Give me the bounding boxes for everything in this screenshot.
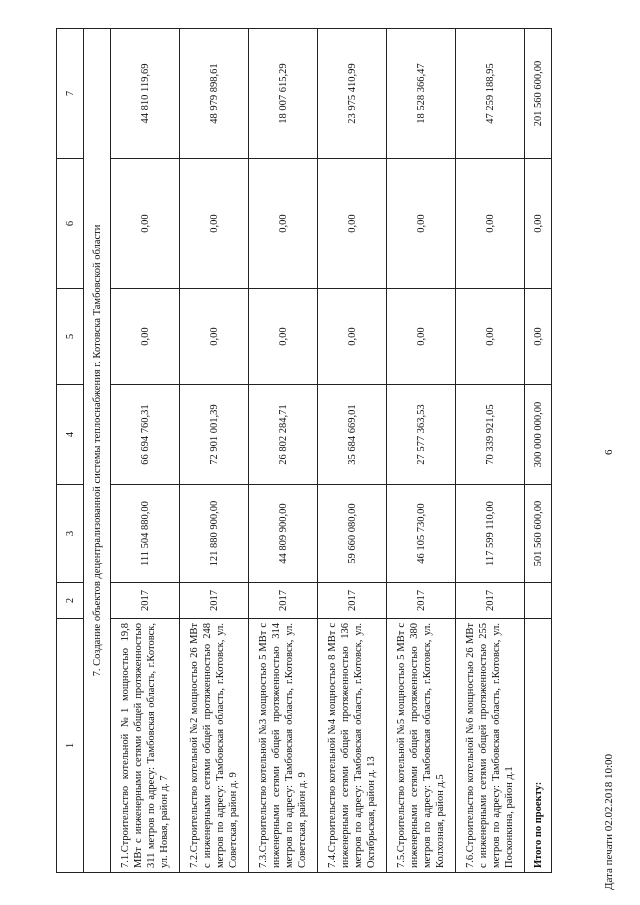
value-cell: 0,00 xyxy=(111,289,180,385)
value-cell: 117 599 110,00 xyxy=(456,485,525,583)
value-cell: 0,00 xyxy=(180,289,249,385)
header-cell: 7 xyxy=(57,29,84,159)
object-name-cell: 7.1.Строительство котельной №1 мощностью 19,8 МВт с инженерными сетями общей протяженностью 311 метров по адресу: Тамбовская область, г.Котовск, ул. Новая, район д. 7 xyxy=(111,619,180,873)
total-value-cell: 0,00 xyxy=(525,289,552,385)
total-label: Итого по проекту: xyxy=(525,619,552,873)
object-name-cell: 7.4.Строительство котельной №4 мощностью 8 МВт с инженерными сетями общей протяженностью 136 метров по адресу: Тамбовская область, г.Котовск, ул. Октябрьская, район д. 13 xyxy=(318,619,387,873)
value-cell: 66 694 760,31 xyxy=(111,385,180,485)
total-row xyxy=(525,29,552,873)
header-row xyxy=(57,29,84,873)
total-value-cell: 0,00 xyxy=(525,159,552,289)
value-cell: 121 880 900,00 xyxy=(180,485,249,583)
table-row xyxy=(387,29,456,873)
value-cell: 0,00 xyxy=(249,289,318,385)
object-name-cell: 7.2.Строительство котельной №2 мощностью 26 МВт с инженерными сетями общей протяженностью 248 метров по адресу: Тамбовская область, г.Котовск, ул. Советская, район д. 9 xyxy=(180,619,249,873)
total-year-cell xyxy=(525,583,552,619)
budget-table-container xyxy=(56,29,574,873)
print-date: Дата печати 02.02.2018 10:00 xyxy=(603,753,615,890)
object-name-cell: 7.5.Строительство котельной №5 мощностью 5 МВт с инженерными сетями общей протяженностью 380 метров по адресу: Тамбовская область, г.Котовск, ул. Колхозная, район д.5 xyxy=(387,619,456,873)
value-cell: 18 528 366,47 xyxy=(387,29,456,159)
header-cell: 6 xyxy=(57,159,84,289)
header-cell: 3 xyxy=(57,485,84,583)
header-cell: 2 xyxy=(57,583,84,619)
table-row xyxy=(456,29,525,873)
section-title: 7. Создание объектов децентрализованной системы теплоснабжения г. Котовска Тамбовской области xyxy=(84,29,111,873)
value-cell: 0,00 xyxy=(180,159,249,289)
value-cell: 72 901 001,39 xyxy=(180,385,249,485)
year-cell: 2017 xyxy=(318,583,387,619)
value-cell: 47 259 188,95 xyxy=(456,29,525,159)
value-cell: 23 975 410,99 xyxy=(318,29,387,159)
value-cell: 0,00 xyxy=(387,289,456,385)
year-cell: 2017 xyxy=(456,583,525,619)
value-cell: 0,00 xyxy=(387,159,456,289)
section-row xyxy=(84,29,111,873)
page-number: 6 xyxy=(603,449,615,455)
total-value-cell: 201 560 600,00 xyxy=(525,29,552,159)
value-cell: 0,00 xyxy=(456,159,525,289)
year-cell: 2017 xyxy=(111,583,180,619)
value-cell: 0,00 xyxy=(456,289,525,385)
budget-table xyxy=(56,28,552,873)
header-cell: 4 xyxy=(57,385,84,485)
value-cell: 0,00 xyxy=(249,159,318,289)
value-cell: 0,00 xyxy=(111,159,180,289)
value-cell: 44 809 900,00 xyxy=(249,485,318,583)
total-value-cell: 300 000 000,00 xyxy=(525,385,552,485)
table-row xyxy=(249,29,318,873)
value-cell: 70 339 921,05 xyxy=(456,385,525,485)
value-cell: 44 810 119,69 xyxy=(111,29,180,159)
total-value-cell: 501 560 600,00 xyxy=(525,485,552,583)
value-cell: 46 105 730,00 xyxy=(387,485,456,583)
value-cell: 48 979 898,61 xyxy=(180,29,249,159)
object-name-cell: 7.3.Строительство котельной №3 мощностью 5 МВт с инженерными сетями общей протяженностью 314 метров по адресу: Тамбовская область, г.Котовск, ул. Советская, район д. 9 xyxy=(249,619,318,873)
value-cell: 59 660 080,00 xyxy=(318,485,387,583)
table-row xyxy=(180,29,249,873)
year-cell: 2017 xyxy=(249,583,318,619)
value-cell: 35 684 669,01 xyxy=(318,385,387,485)
value-cell: 111 504 880,00 xyxy=(111,485,180,583)
value-cell: 0,00 xyxy=(318,159,387,289)
table-row xyxy=(111,29,180,873)
object-name-cell: 7.6.Строительство котельной №6 мощностью 26 МВт с инженерными сетями общей протяженностью 255 метров по адресу: Тамбовская область, г.Котовск, ул. Посконкина, район д.1 xyxy=(456,619,525,873)
value-cell: 26 802 284,71 xyxy=(249,385,318,485)
year-cell: 2017 xyxy=(180,583,249,619)
value-cell: 18 007 615,29 xyxy=(249,29,318,159)
year-cell: 2017 xyxy=(387,583,456,619)
header-cell: 5 xyxy=(57,289,84,385)
value-cell: 0,00 xyxy=(318,289,387,385)
table-row xyxy=(318,29,387,873)
header-cell: 1 xyxy=(57,619,84,873)
value-cell: 27 577 363,53 xyxy=(387,385,456,485)
